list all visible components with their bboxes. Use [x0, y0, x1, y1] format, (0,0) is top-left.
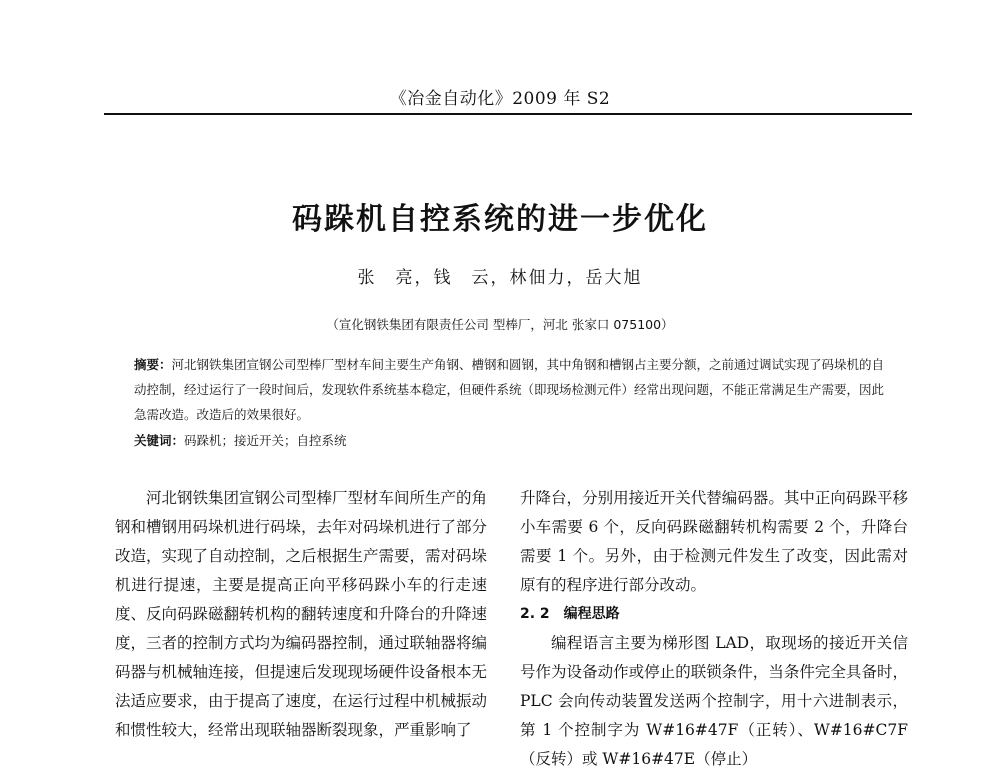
affiliation: （宣化钢铁集团有限责任公司 型棒厂，河北 张家口 075100）: [326, 317, 674, 332]
body-column-right: [520, 484, 908, 774]
running-header: 《冶金自动化》2009 年 S2: [389, 89, 611, 109]
keywords-text: 码跺机；接近开关；自控系统: [184, 433, 347, 448]
header-rule: [104, 113, 912, 115]
body-paragraph: 编程语言主要为梯形图 LAD，取现场的接近开关信号作为设备动作或停止的联锁条件，当条件完全具备时，PLC 会向传动装置发送两个控制字，用十六进制表示，第 1 个控制字为 W#16#47F（正转）、W#16#C7F（反转）或 W#16#47E（停止）: [520, 634, 908, 768]
keywords-label: 关键词：: [134, 433, 185, 448]
abstract-text: 河北钢铁集团宣钢公司型棒厂型材车间主要生产角钢、槽钢和圆钢，其中角钢和槽钢占主要分额，之前通过调试实现了码垛机的自动控制，经过运行了一段时间后，发现软件系统基本稳定，但硬件系统（即现场检测元件）经常出现问题，不能正常满足生产需要，因此急需改造。改造后的效果很好。: [134, 357, 885, 422]
body-column-left: [115, 484, 487, 745]
body-paragraph: 升降台，分别用接近开关代替编码器。其中正向码跺平移小车需要 6 个，反向码跺磁翻转机构需要 2 个，升降台需要 1 个。另外，由于检测元件发生了改变，因此需对原有的程序进行部分改动。: [520, 489, 908, 594]
abstract-label: 摘要：: [134, 357, 172, 372]
section-heading: 2. 2 编程思路: [520, 606, 620, 622]
paper-title: 码跺机自控系统的进一步优化: [292, 202, 708, 237]
author-list: 张 亮，钱 云，林佃力，岳大旭: [357, 268, 643, 288]
body-paragraph: 河北钢铁集团宣钢公司型棒厂型材车间所生产的角钢和槽钢用码垛机进行码垛，去年对码垛机进行了部分改造，实现了自动控制，之后根据生产需要，需对码垛机进行提速，主要是提高正向平移码跺小车的行走速度、反向码跺磁翻转机构的翻转速度和升降台的升降速度，三者的控制方式均为编码器控制，通过联轴器将编码器与机械轴连接，但提速后发现现场硬件设备根本无法适应要求，由于提高了速度，在运行过程中机械振动和惯性较大，经常出现联轴器断裂现象，严重影响了: [115, 489, 488, 739]
abstract: [134, 352, 894, 427]
keywords: [134, 428, 894, 453]
